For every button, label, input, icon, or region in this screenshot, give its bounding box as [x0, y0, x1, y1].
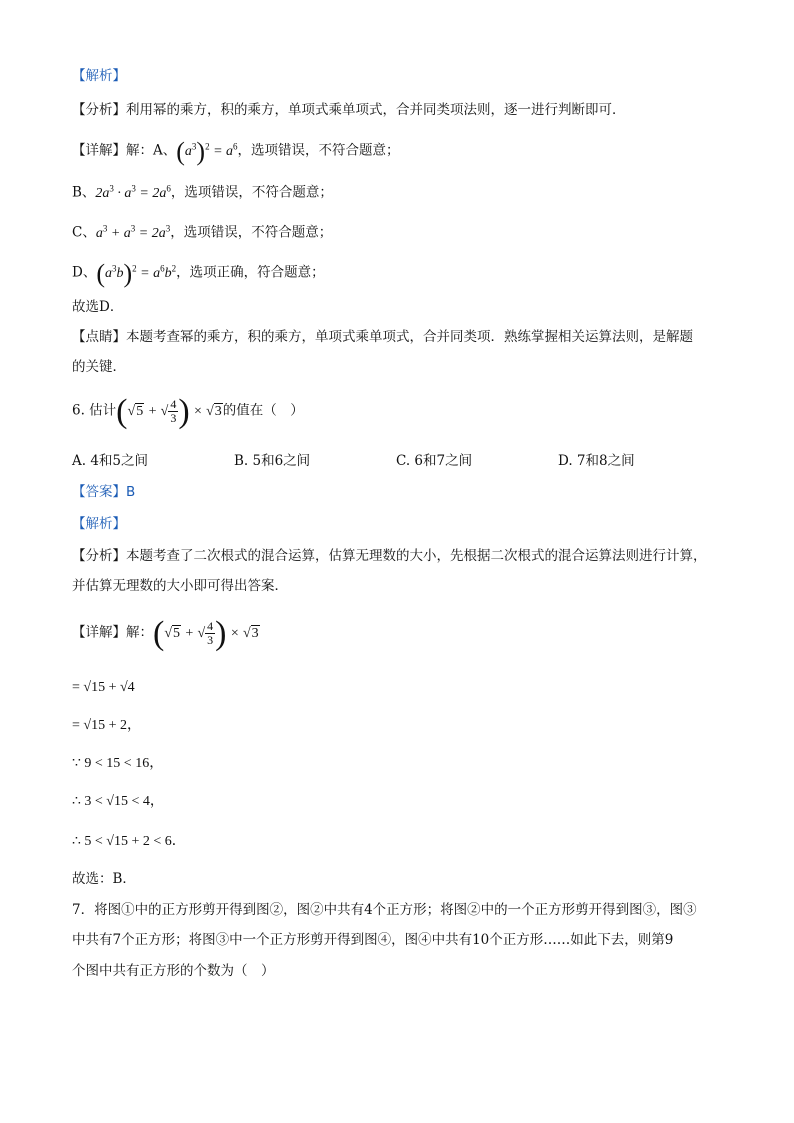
detail-option-c — [72, 218, 332, 244]
detail-c-suffix: ，选项错误，不符合题意； — [170, 224, 333, 241]
detail-option-a — [72, 136, 400, 166]
step-2: = √15 + 2， — [72, 718, 141, 733]
detail2-line — [72, 614, 260, 652]
detail-option-d — [72, 258, 325, 288]
option-a: A. 4和5之间 — [72, 453, 149, 469]
jiexi-heading-2: 【解析】 — [72, 516, 126, 532]
detail-option-b — [72, 178, 333, 204]
jiexi-heading: 【解析】 — [72, 68, 126, 84]
comment-line-2: 的关键． — [72, 359, 126, 375]
choose-d: 故选D． — [72, 299, 124, 315]
step-4: ∴ 3 < √15 < 4， — [72, 794, 164, 809]
detail-c-prefix: C、 — [72, 224, 96, 241]
detail2-prefix: 【详解】解： — [72, 624, 153, 641]
question-7-line-2: 中共有7个正方形；将图③中一个正方形剪开得到图④，图④中共有10个正方形……如此下去，则第9 — [72, 932, 674, 948]
option-b: B. 5和6之间 — [234, 453, 311, 469]
detail-a-prefix: 【详解】解：A、 — [72, 142, 177, 159]
formula-detail2: (√5 + √ $\frac{4}{3}$ ) × √3 — [153, 614, 259, 652]
step-3: ∵ 9 < 15 < 16， — [72, 756, 164, 771]
formula-a: $(a^3)^2 = a^6$ — [176, 136, 238, 166]
detail-d-suffix: ，选项正确，符合题意； — [176, 264, 325, 281]
analysis2-line-2: 并估算无理数的大小即可得出答案． — [72, 578, 288, 594]
question-7-line-1: 7．将图①中的正方形剪开得到图②，图②中共有4个正方形；将图②中的一个正方形剪开得到图③，图③ — [72, 902, 697, 918]
option-d: D. 7和8之间 — [558, 453, 635, 469]
answer-line — [72, 482, 135, 502]
q6-options — [72, 451, 720, 471]
question-7-line-3: 个图中共有正方形的个数为（ ） — [72, 963, 275, 979]
step-5: ∴ 5 < √15 + 2 < 6． — [72, 834, 186, 849]
step-1: = √15 + √4 — [72, 680, 135, 695]
answer-text: 【答案】B — [72, 484, 136, 500]
detail-a-suffix: ，选项错误，不符合题意； — [237, 142, 400, 159]
comment-line-1: 【点睛】本题考查幂的乘方，积的乘方，单项式乘单项式，合并同类项．熟练掌握相关运算法则，是解题 — [72, 329, 693, 345]
analysis2-line-1: 【分析】本题考查了二次根式的混合运算，估算无理数的大小，先根据二次根式的混合运算法则进行计算， — [72, 548, 707, 564]
detail-d-prefix: D、 — [72, 264, 97, 281]
question-6 — [72, 392, 304, 430]
choose-b: 故选：B． — [72, 871, 136, 887]
formula-c: $a^3 + a^3 = 2a^3$ — [95, 223, 171, 241]
option-c: C. 6和7之间 — [396, 453, 473, 469]
detail-b-suffix: ，选项错误，不符合题意； — [170, 184, 333, 201]
formula-d: $(a^3b)^2 = a^6b^2$ — [96, 258, 177, 288]
formula-q6: (√5 + √ $\frac{4}{3}$ ) × √3 — [116, 392, 222, 430]
detail-b-prefix: B、 — [72, 184, 96, 201]
q6-suffix: 的值在（ ） — [222, 402, 304, 419]
analysis-line: 【分析】利用幂的乘方，积的乘方，单项式乘单项式，合并同类项法则，逐一进行判断即可． — [72, 102, 626, 118]
formula-b: $2a^3 \cdot a^3 = 2a^6$ — [95, 183, 171, 201]
q6-prefix: 6. 估计 — [72, 402, 117, 419]
